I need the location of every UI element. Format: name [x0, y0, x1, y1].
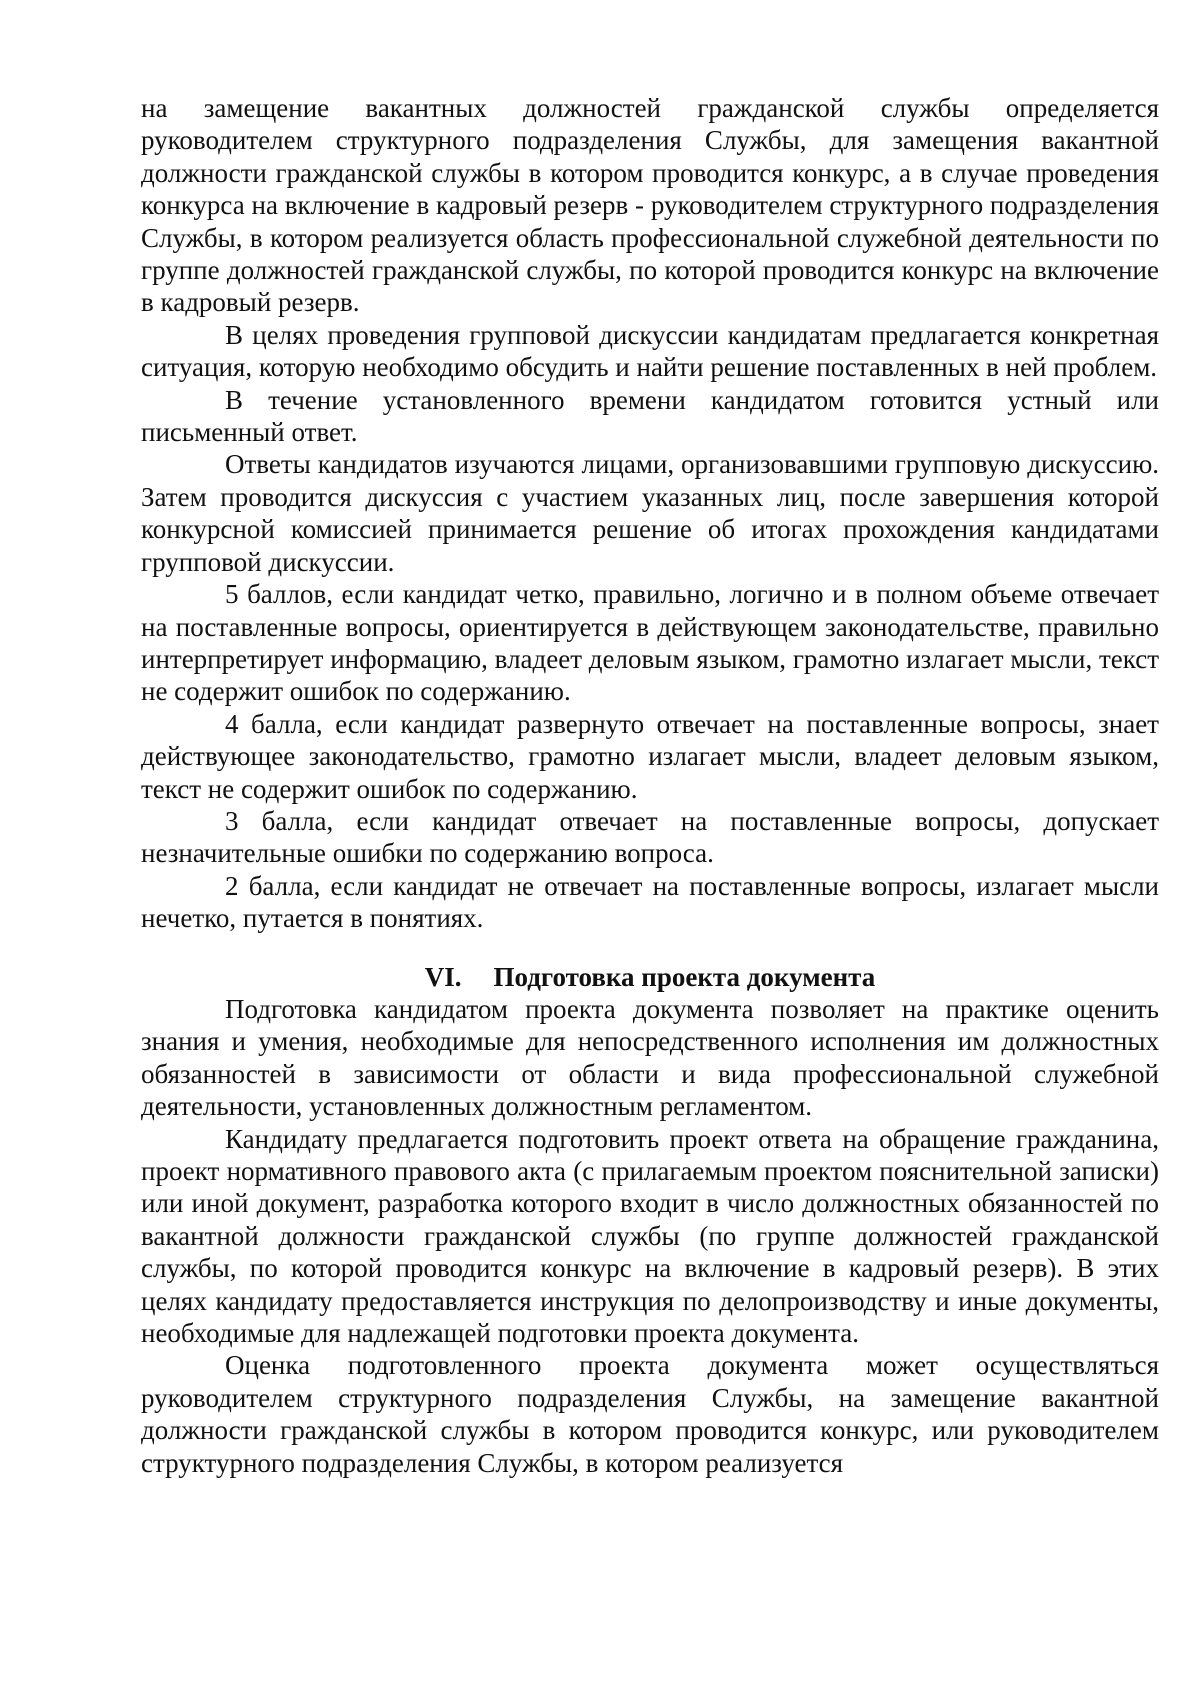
- paragraph-answer-time: В течение установленного времени кандидатом готовится устный или письменный ответ.: [141, 384, 1159, 448]
- section-number: VI.: [424, 961, 462, 992]
- paragraph-continuation: на замещение вакантных должностей гражданской службы определяется руководителем структурного подразделения Службы, для замещения вакантной должности гражданской службы в котором проводится конкурс, а в случае проведения конкурса на включение в кадровый резерв - руководителем структурного подразделения Службы, в котором реализуется область профессиональной служебной деятельности по группе должностей гражданской службы, по которой проводится конкурс на включение в кадровый резерв.: [141, 93, 1159, 318]
- section-heading: [141, 935, 1159, 993]
- paragraph-score-2: 2 балла, если кандидат не отвечает на поставленные вопросы, излагает мысли нечетко, путается в понятиях.: [141, 870, 1159, 934]
- paragraph-group-discussion: В целях проведения групповой дискуссии кандидатам предлагается конкретная ситуация, которую необходимо обсудить и найти решение поставленных в ней проблем.: [141, 319, 1159, 383]
- paragraph-answers-study: Ответы кандидатов изучаются лицами, организовавшими групповую дискуссию. Затем проводится дискуссия с участием указанных лиц, после завершения которой конкурсной комиссией принимается решение об итогах прохождения кандидатами групповой дискуссии.: [141, 449, 1159, 577]
- paragraph-draft-intro: Подготовка кандидатом проекта документа позволяет на практике оценить знания и умения, необходимые для непосредственного исполнения им должностных обязанностей в зависимости от области и вида профессиональной служебной деятельности, установленных должностным регламентом.: [141, 993, 1159, 1122]
- document-body: [141, 92, 1159, 1479]
- paragraph-score-3: 3 балла, если кандидат отвечает на поставленные вопросы, допускает незначительные ошибки по содержанию вопроса.: [141, 805, 1159, 869]
- paragraph-draft-evaluation: Оценка подготовленного проекта документа может осуществляться руководителем структурного подразделения Службы, на замещение вакантной должности гражданской службы в котором проводится конкурс, или руководителем структурного подразделения Службы, в котором реализуется: [141, 1350, 1159, 1478]
- section-title: Подготовка проекта документа: [493, 961, 876, 992]
- paragraph-draft-task: Кандидату предлагается подготовить проект ответа на обращение гражданина, проект нормативного правового акта (с прилагаемым проектом пояснительной записки) или иной документ, разработка которого входит в число должностных обязанностей по вакантной должности гражданской службы (по группе должностей гражданской службы, по которой проводится конкурс на включение в кадровый резерв). В этих целях кандидату предоставляется инструкция по делопроизводству и иные документы, необходимые для надлежащей подготовки проекта документа.: [141, 1123, 1159, 1349]
- paragraph-score-4: 4 балла, если кандидат развернуто отвечает на поставленные вопросы, знает действующее законодательство, грамотно излагает мысли, владеет деловым языком, текст не содержит ошибок по содержанию.: [141, 708, 1159, 804]
- paragraph-score-5: 5 баллов, если кандидат четко, правильно, логично и в полном объеме отвечает на поставленные вопросы, ориентируется в действующем законодательстве, правильно интерпретирует информацию, владеет деловым языком, грамотно излагает мысли, текст не содержит ошибок по содержанию.: [141, 579, 1159, 707]
